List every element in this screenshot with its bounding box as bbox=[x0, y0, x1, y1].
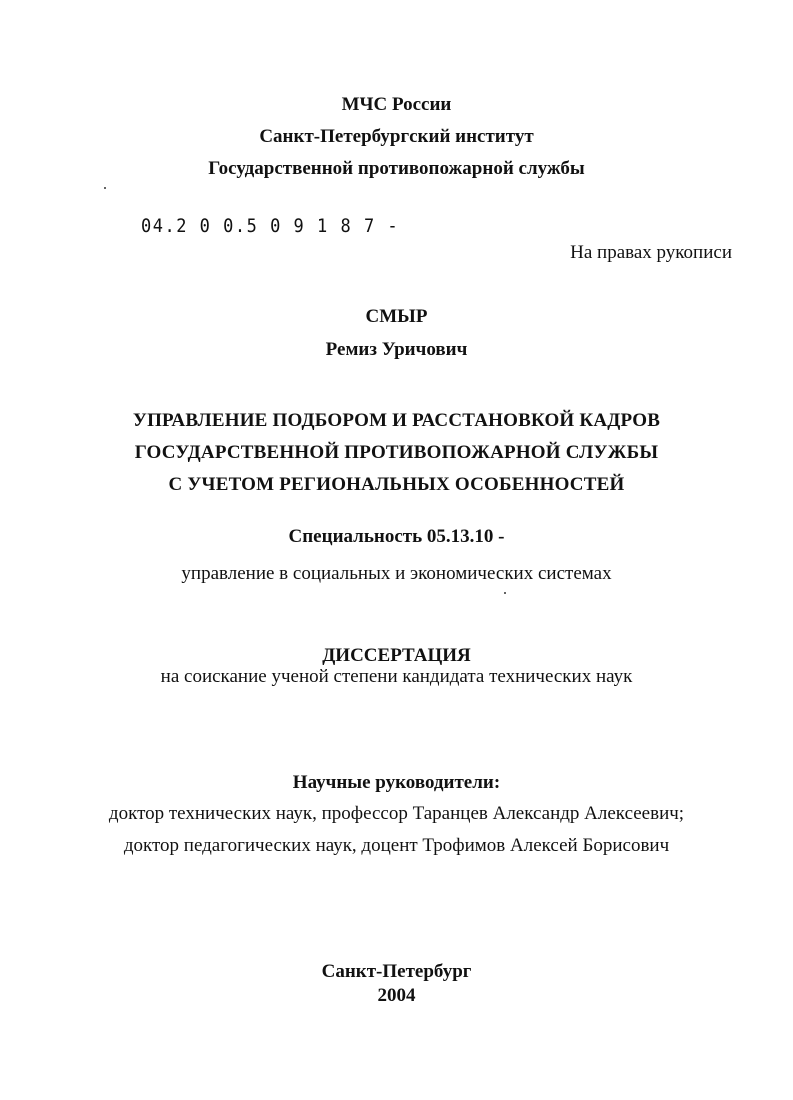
thesis-title-line-1: УПРАВЛЕНИЕ ПОДБОРОМ И РАССТАНОВКОЙ КАДРОВ bbox=[132, 410, 661, 431]
organization-institute: Санкт-Петербургский институт bbox=[259, 126, 534, 147]
degree-purpose: на соискание ученой степени кандидата технических наук bbox=[160, 666, 633, 687]
author-name: Ремиз Уричович bbox=[325, 339, 468, 360]
specialty-description: управление в социальных и экономических системах bbox=[181, 563, 612, 584]
city: Санкт-Петербург bbox=[321, 961, 472, 982]
scan-speck bbox=[104, 187, 106, 189]
scan-speck bbox=[504, 592, 506, 594]
work-type-label: ДИССЕРТАЦИЯ bbox=[322, 645, 471, 666]
inventory-stamp: 04.2 0 0.5 0 9 1 8 7 - bbox=[141, 215, 400, 238]
thesis-title-line-2: ГОСУДАРСТВЕННОЙ ПРОТИВОПОЖАРНОЙ СЛУЖБЫ bbox=[134, 442, 659, 463]
supervisors-heading: Научные руководители: bbox=[292, 772, 501, 793]
specialty-code: Специальность 05.13.10 - bbox=[288, 526, 505, 547]
author-surname: СМЫР bbox=[365, 306, 428, 327]
organization-ministry: МЧС России bbox=[341, 94, 452, 115]
supervisor-second: доктор педагогических наук, доцент Трофимов Алексей Борисович bbox=[123, 835, 670, 856]
supervisor-first: доктор технических наук, профессор Таранцев Александр Алексеевич; bbox=[108, 803, 685, 824]
manuscript-rights-note: На правах рукописи bbox=[570, 242, 732, 263]
organization-service: Государственной противопожарной службы bbox=[208, 158, 585, 179]
year: 2004 bbox=[377, 985, 416, 1006]
thesis-title-line-3: С УЧЕТОМ РЕГИОНАЛЬНЫХ ОСОБЕННОСТЕЙ bbox=[168, 474, 625, 495]
